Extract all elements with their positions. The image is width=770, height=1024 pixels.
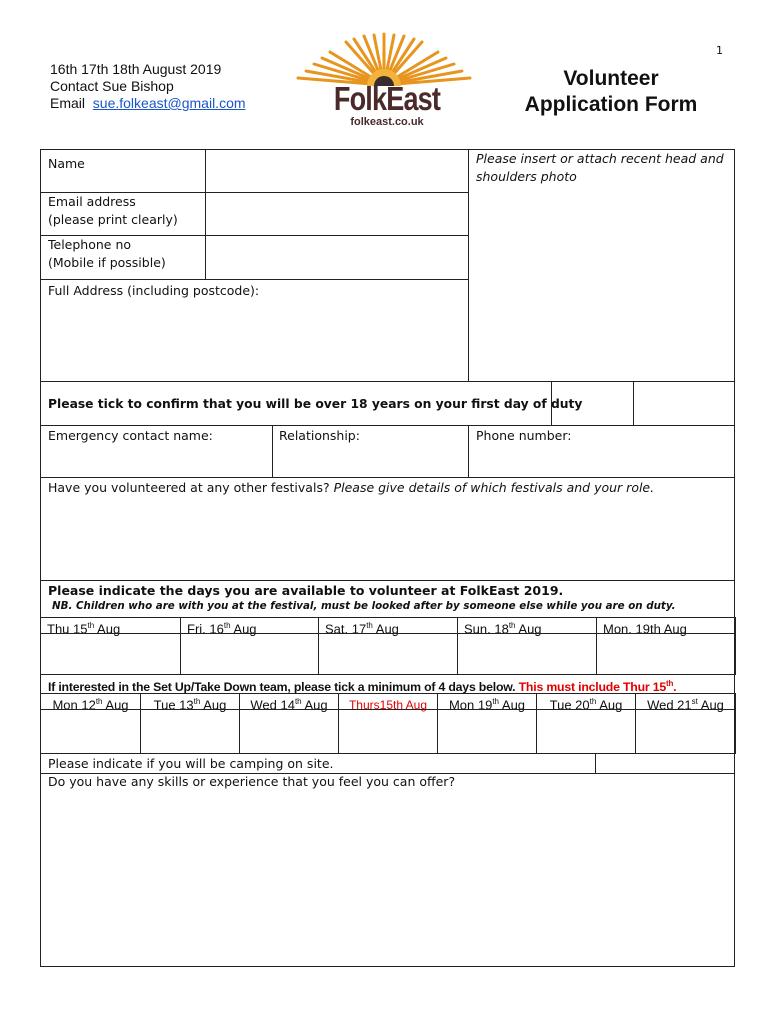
setup-day-label-suffix: Aug: [499, 697, 526, 713]
setup-day-tick-box[interactable]: [140, 709, 240, 754]
logo-url: folkeast.co.uk: [350, 116, 424, 128]
setup-day-label-sup: th: [193, 697, 201, 706]
logo-wordmark: FolkEast: [333, 80, 441, 117]
setup-day-label-text: Wed 21: [647, 697, 692, 713]
days-heading: Please indicate the days you are available to volunteer at FolkEast 2019.: [48, 583, 564, 598]
setup-day-label-sup: st: [691, 697, 698, 706]
day-tick-box[interactable]: [318, 633, 458, 675]
name-label: Name: [48, 156, 85, 171]
header-contact-block: [50, 61, 246, 112]
age-confirm-tickbox-1[interactable]: [551, 381, 634, 426]
day-label-suffix: Aug: [515, 621, 542, 637]
title-line-1: Volunteer: [563, 67, 659, 90]
day-tick-box[interactable]: [457, 633, 597, 675]
setup-heading-end: .: [673, 680, 677, 695]
setup-heading-text: If interested in the Set Up/Take Down team, please tick a minimum of 4 days below.: [48, 680, 516, 695]
setup-day-label-text: Mon 19: [448, 697, 493, 713]
day-label-text: Mon. 19th Aug: [603, 621, 687, 637]
setup-day-tick-box[interactable]: [437, 709, 537, 754]
phone-label-line-2: (Mobile if possible): [48, 255, 166, 270]
day-label-suffix: Aug: [94, 621, 121, 637]
email-label: Email: [50, 95, 86, 111]
email-input[interactable]: [205, 192, 469, 236]
setup-day-label-text: Wed 14: [250, 697, 295, 713]
setup-heading-red: [519, 680, 677, 694]
festivals-question-text: Have you volunteered at any other festivals?: [48, 480, 330, 495]
email-label-line-1: Email address: [48, 194, 136, 209]
title-line-2: Application Form: [524, 93, 698, 116]
setup-day-label-suffix: Aug: [200, 697, 227, 713]
page-number: 1: [716, 44, 723, 57]
setup-day-tick-box[interactable]: [338, 709, 438, 754]
setup-day-label-sup: th: [589, 697, 597, 706]
skills-label: Do you have any skills or experience that you feel you can offer?: [48, 774, 456, 789]
setup-day-label-text: Tue 20: [549, 697, 590, 713]
festivals-question: [48, 479, 654, 497]
day-tick-box[interactable]: [40, 633, 181, 675]
camping-label: Please indicate if you will be camping on site.: [48, 756, 334, 771]
name-input[interactable]: [205, 149, 469, 193]
age-confirm-label: Please tick to confirm that you will be over 18 years on your first day of duty: [48, 397, 583, 411]
skills-input[interactable]: [40, 773, 735, 967]
age-confirm-tickbox-2[interactable]: [633, 381, 735, 426]
days-note: NB. Children who are with you at the festival, must be looked after by someone else while you are on duty.: [52, 600, 676, 612]
email-label: [48, 193, 178, 229]
folkeast-logo: [284, 30, 484, 130]
day-label-text: Sun. 18: [464, 621, 509, 637]
setup-heading-red-text: This must include Thur 15: [518, 680, 666, 695]
setup-day-label-suffix: Aug: [596, 697, 623, 713]
day-label-text: Thu 15: [47, 621, 88, 637]
day-label-suffix: Aug: [372, 621, 399, 637]
setup-heading-red-sup: th: [666, 679, 674, 688]
relationship-label: Relationship:: [279, 428, 360, 443]
email-link[interactable]: sue.folkeast@gmail.com: [92, 95, 246, 111]
day-label-sup: th: [366, 621, 373, 630]
photo-note: Please insert or attach recent head and shoulders photo: [476, 151, 724, 184]
form-title: [506, 66, 716, 118]
day-tick-box[interactable]: [180, 633, 319, 675]
setup-day-tick-box[interactable]: [40, 709, 141, 754]
setup-day-tick-box[interactable]: [239, 709, 339, 754]
festivals-question-italic: Please give details of which festivals and your role.: [333, 480, 655, 495]
setup-day-tick-box[interactable]: [536, 709, 636, 754]
setup-day-label-text: Thurs15th Aug: [348, 698, 428, 712]
camping-input[interactable]: [595, 753, 735, 774]
day-label-text: Fri. 16: [187, 621, 224, 637]
setup-day-label-suffix: Aug: [697, 697, 724, 713]
setup-day-label-text: Mon 12: [52, 697, 96, 713]
address-label: Full Address (including postcode):: [48, 283, 260, 298]
setup-day-label-sup: th: [95, 697, 103, 706]
emergency-name-label: Emergency contact name:: [48, 428, 213, 443]
contact-name: Contact Sue Bishop: [50, 78, 174, 94]
setup-day-label-suffix: Aug: [301, 697, 328, 713]
email-line: [50, 95, 246, 112]
day-tick-box[interactable]: [596, 633, 736, 675]
festival-dates: 16th 17th 18th August 2019: [50, 61, 222, 77]
setup-day-label-sup: th: [492, 697, 499, 706]
day-label-sup: th: [87, 621, 95, 630]
day-label-sup: th: [508, 621, 516, 630]
setup-day-label-suffix: Aug: [102, 697, 129, 713]
phone-input[interactable]: [205, 235, 469, 280]
emergency-phone-label: Phone number:: [476, 428, 572, 443]
setup-day-label-sup: th: [294, 697, 302, 706]
day-label-text: Sat. 17: [325, 621, 367, 637]
setup-day-tick-box[interactable]: [635, 709, 736, 754]
phone-label: [48, 236, 166, 272]
email-label-line-2: (please print clearly): [48, 212, 178, 227]
day-label-suffix: Aug: [230, 621, 257, 637]
setup-day-label-text: Tue 13: [153, 697, 194, 713]
phone-label-line-1: Telephone no: [48, 237, 132, 252]
day-label-sup: th: [223, 621, 231, 630]
